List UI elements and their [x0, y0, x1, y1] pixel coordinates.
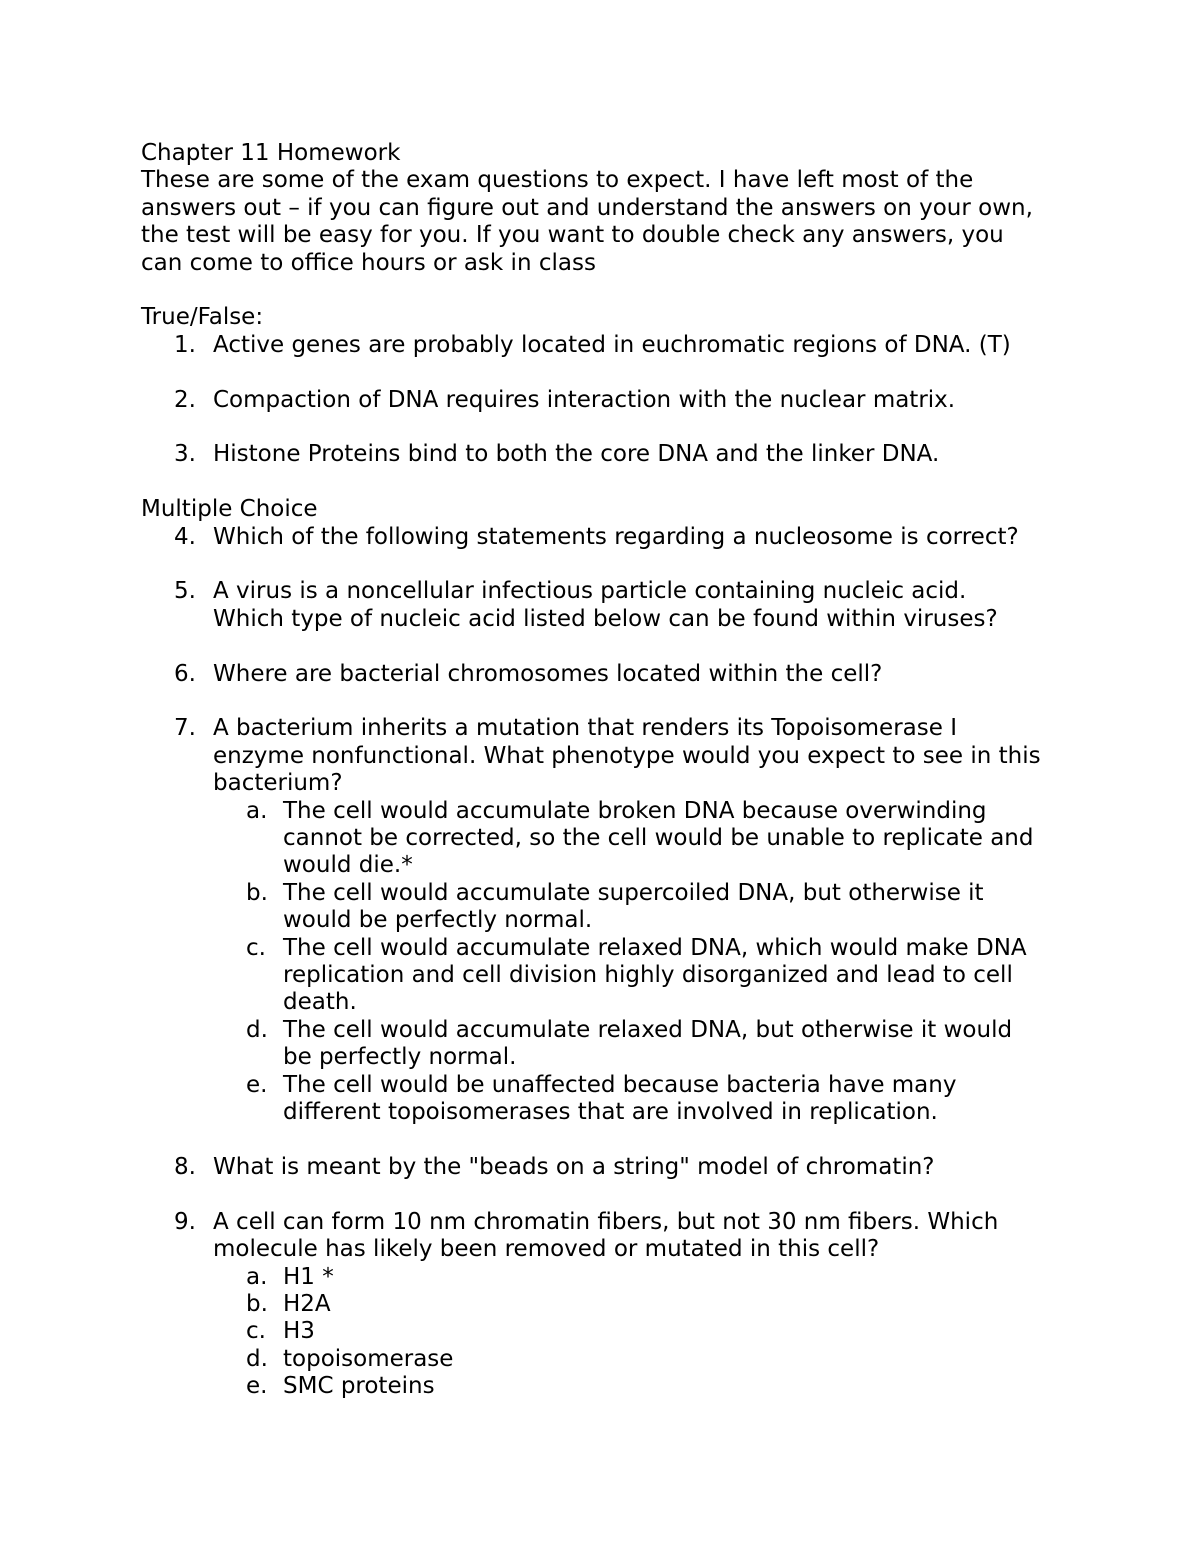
- section-heading-multiple-choice: Multiple Choice: [141, 496, 318, 523]
- question-number: 6.: [174, 660, 196, 687]
- question-text: Compaction of DNA requires interaction with the nuclear matrix.: [213, 386, 956, 413]
- option-letter: b.: [246, 879, 268, 906]
- answer-option-7d: [141, 1017, 1071, 1072]
- question-text: molecule has likely been removed or mutated in this cell?: [213, 1236, 880, 1263]
- question-text: A bacterium inherits a mutation that renders its Topoisomerase I: [213, 715, 957, 742]
- question-text: Which type of nucleic acid listed below can be found within viruses?: [213, 605, 998, 632]
- option-text: The cell would accumulate broken DNA because overwinding: [283, 797, 987, 824]
- question-text: A cell can form 10 nm chromatin fibers, but not 30 nm fibers. Which: [213, 1208, 999, 1235]
- option-text: H3: [283, 1318, 315, 1345]
- option-text: The cell would accumulate supercoiled DNA, but otherwise it: [283, 879, 984, 906]
- option-text: The cell would accumulate relaxed DNA, but otherwise it would: [283, 1016, 1013, 1043]
- option-letter: c.: [246, 1318, 266, 1345]
- option-text: death.: [283, 989, 357, 1016]
- question-3: [141, 441, 1071, 468]
- question-7: [141, 715, 1071, 797]
- option-text: H1 *: [283, 1263, 334, 1290]
- question-4: [141, 524, 1071, 551]
- page-title: Chapter 11 Homework: [141, 140, 401, 166]
- intro-line: These are some of the exam questions to expect. I have left most of the: [141, 167, 974, 194]
- option-letter: a.: [246, 1263, 268, 1290]
- question-number: 2.: [174, 386, 196, 413]
- answer-option-7b: [141, 880, 1071, 935]
- answer-option-9d: [141, 1346, 1071, 1373]
- answer-option-9e: [141, 1373, 1071, 1400]
- question-text: enzyme nonfunctional. What phenotype would you expect to see in this: [213, 742, 1041, 769]
- question-8: [141, 1154, 1071, 1181]
- answer-option-9c: [141, 1318, 1071, 1345]
- intro-line: the test will be easy for you. If you want to double check any answers, you: [141, 222, 1004, 249]
- option-text: replication and cell division highly disorganized and lead to cell: [283, 962, 1013, 989]
- question-text: What is meant by the "beads on a string" model of chromatin?: [213, 1153, 935, 1180]
- question-9: [141, 1209, 1071, 1264]
- question-number: 7.: [174, 715, 196, 742]
- question-number: 8.: [174, 1153, 196, 1180]
- option-text: be perfectly normal.: [283, 1044, 517, 1071]
- document-page: [141, 140, 1071, 1401]
- question-text: Which of the following statements regarding a nucleosome is correct?: [213, 523, 1019, 550]
- option-text: SMC proteins: [283, 1373, 435, 1400]
- answer-option-7e: [141, 1072, 1071, 1127]
- option-letter: d.: [246, 1345, 268, 1372]
- question-text: A virus is a noncellular infectious particle containing nucleic acid.: [213, 578, 967, 605]
- option-text: The cell would accumulate relaxed DNA, which would make DNA: [283, 934, 1027, 961]
- intro-line: can come to office hours or ask in class: [141, 249, 596, 276]
- question-2: [141, 387, 1071, 414]
- option-letter: c.: [246, 934, 266, 961]
- answer-option-7c: [141, 935, 1071, 1017]
- option-letter: e.: [246, 1373, 268, 1400]
- option-text: would be perfectly normal.: [283, 907, 593, 934]
- option-text: would die.*: [283, 852, 413, 879]
- question-number: 1.: [174, 331, 196, 358]
- option-text: topoisomerase: [283, 1345, 454, 1372]
- option-text: different topoisomerases that are involved in replication.: [283, 1099, 938, 1126]
- option-text: H2A: [283, 1290, 331, 1317]
- option-text: cannot be corrected, so the cell would be unable to replicate and: [283, 825, 1034, 852]
- answer-option-7a: [141, 798, 1071, 880]
- intro-line: answers out – if you can figure out and understand the answers on your own,: [141, 194, 1033, 221]
- question-5: [141, 578, 1071, 633]
- option-letter: b.: [246, 1290, 268, 1317]
- question-6: [141, 661, 1071, 688]
- question-text: Active genes are probably located in euchromatic regions of DNA. (T): [213, 331, 1011, 358]
- option-text: The cell would be unaffected because bacteria have many: [283, 1071, 957, 1098]
- section-heading-true-false: True/False:: [141, 304, 264, 331]
- question-text: Where are bacterial chromosomes located within the cell?: [213, 660, 883, 687]
- question-text: bacterium?: [213, 770, 343, 797]
- answer-option-9b: [141, 1291, 1071, 1318]
- option-letter: e.: [246, 1071, 268, 1098]
- question-number: 4.: [174, 523, 196, 550]
- question-number: 9.: [174, 1208, 196, 1235]
- question-number: 3.: [174, 441, 196, 468]
- question-text: Histone Proteins bind to both the core DNA and the linker DNA.: [213, 441, 940, 468]
- question-number: 5.: [174, 578, 196, 605]
- answer-option-9a: [141, 1264, 1071, 1291]
- question-1: [141, 332, 1071, 359]
- option-letter: d.: [246, 1016, 268, 1043]
- option-letter: a.: [246, 797, 268, 824]
